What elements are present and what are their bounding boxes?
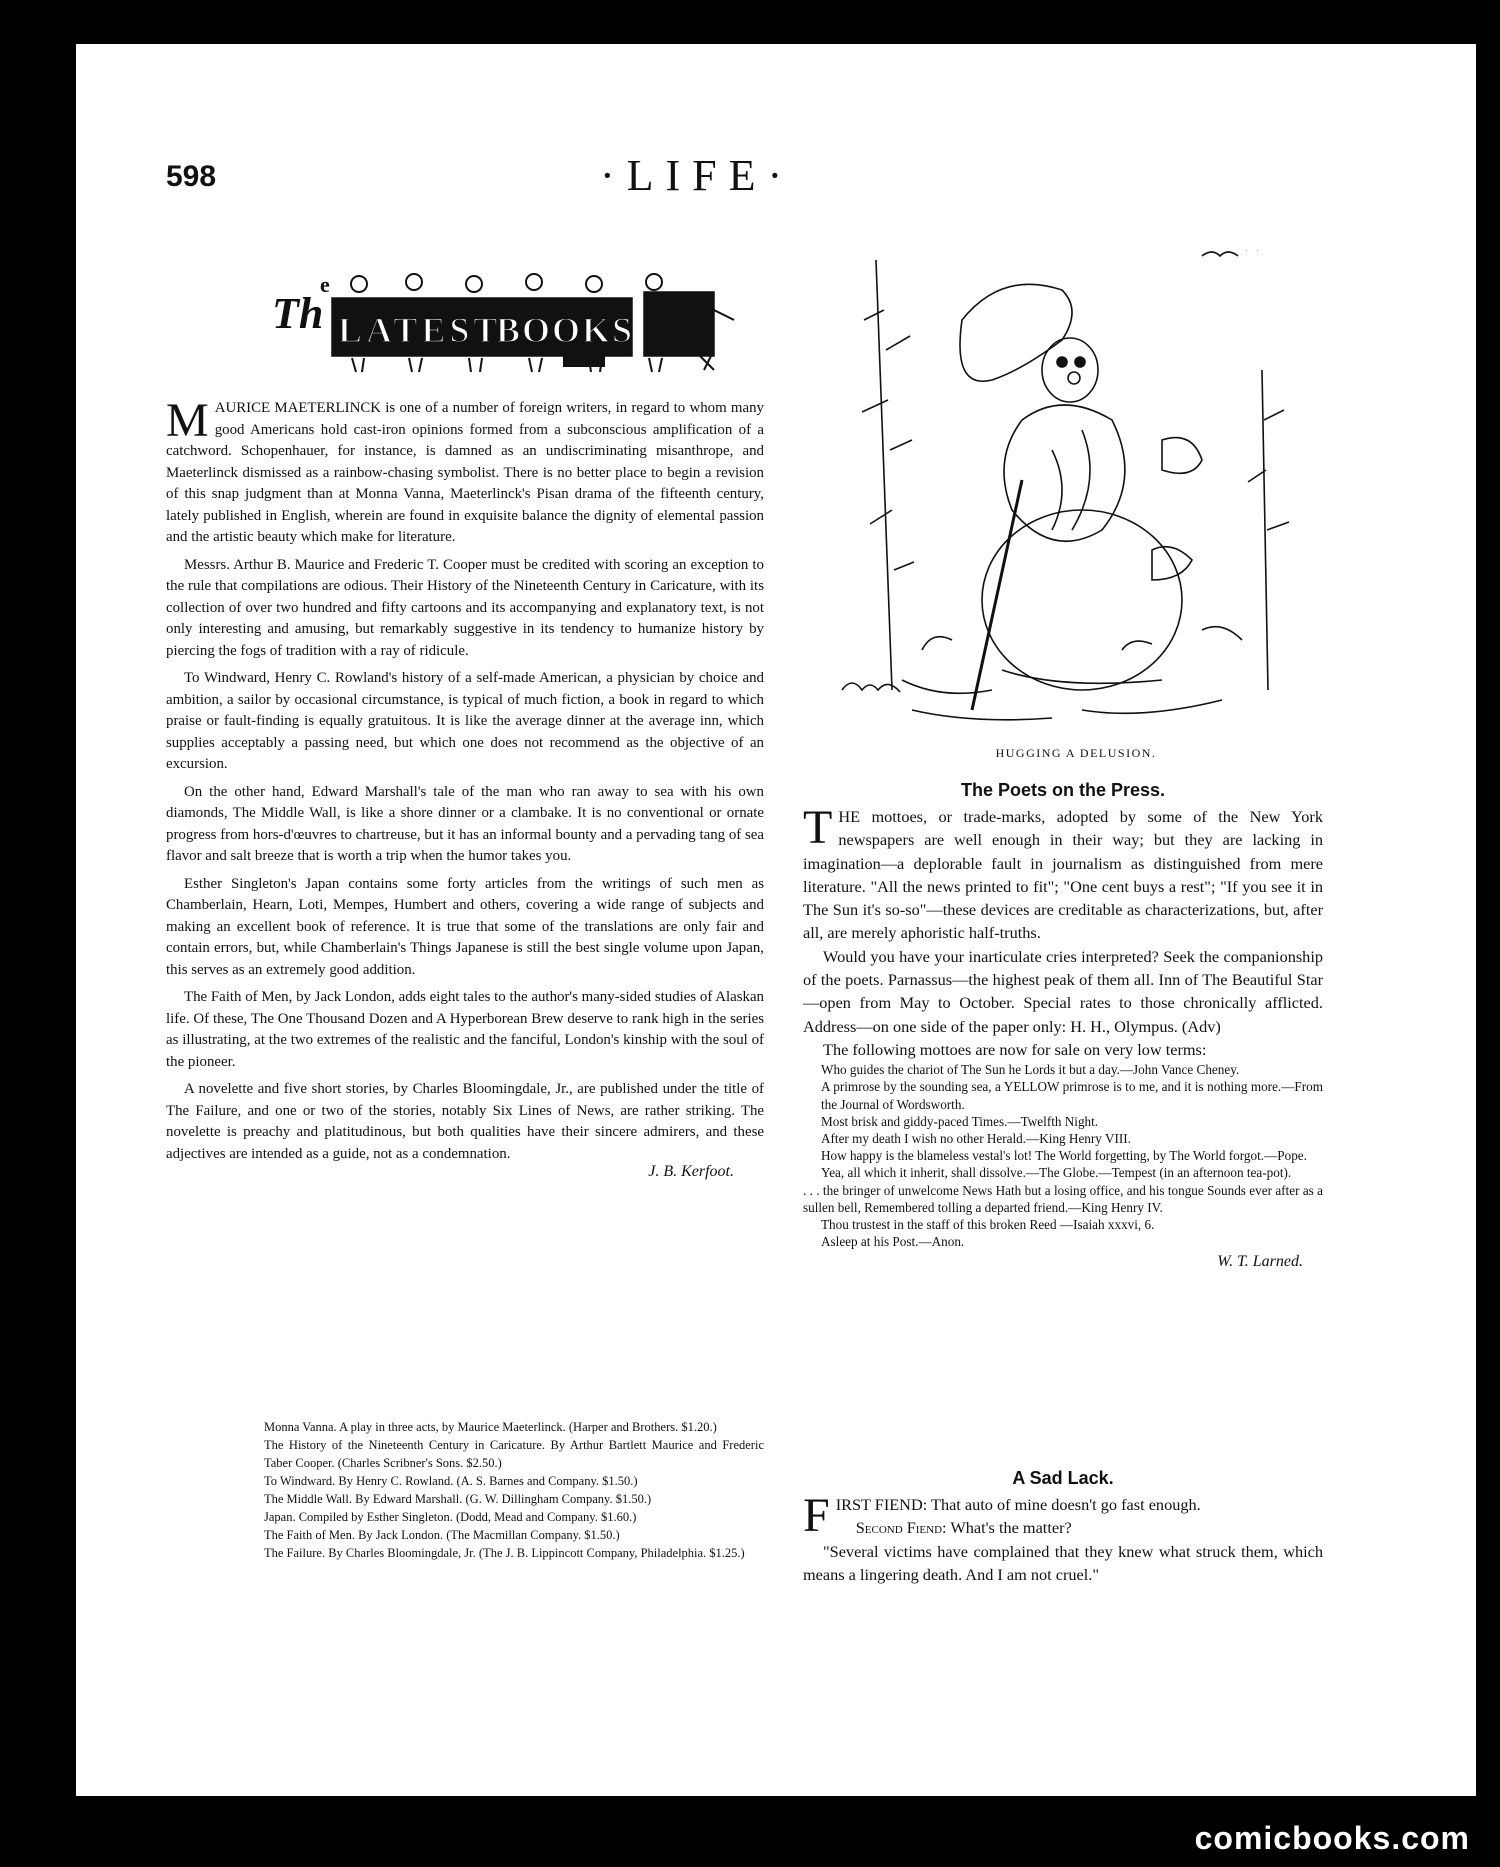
sad-lack-paragraph-2: Second Fiend: What's the matter? (855, 1518, 1072, 1538)
sad-lack-paragraph-1: FIRST FIEND: That auto of mine doesn't go fast enough. (803, 1489, 1201, 1542)
review-paragraph-3: To Windward, Henry C. Rowland's history of a self-made American, a physician by choice and ambition, a sailor by occasional circumstance, is typical of much fiction, a book in regard to which praise or fault-finding is equally gratuitous. It is like the average dinner at the average inn, which supplies acceptably a passing need, but which one does not recommend as the objective of an excursion. (166, 670, 764, 772)
walking-stick (972, 480, 1022, 710)
book-review (166, 394, 764, 1181)
bibliography-entry: The Middle Wall. By Edward Marshall. (G. W. Dillingham Company. $1.50.) (264, 1492, 652, 1506)
motto-item: Yea, all which it inherit, shall dissolve.—The Globe.—Tempest (in an afternoon tea-pot). (821, 1165, 1292, 1181)
man-face (1042, 338, 1098, 402)
bibliography-entry: Monna Vanna. A play in three acts, by Maurice Maeterlinck. (Harper and Brothers. $1.20.) (264, 1420, 717, 1434)
banner-e: e (320, 272, 330, 297)
motto-item: Thou trustest in the staff of this broken Reed —Isaiah xxxvi, 6. (821, 1217, 1155, 1233)
motto-item: Most brisk and giddy-paced Times.—Twelfth Night. (821, 1113, 1099, 1129)
motto-item: How happy is the blameless vestal's lot! The World forgetting, by The World forgot.—Pope. (821, 1148, 1307, 1164)
poets-heading: The Poets on the Press. (960, 780, 1166, 800)
motto-item: A primrose by the sounding sea, a YELLOW primrose is to me, and it is nothing more.—From the Journal of Wordsworth. (821, 1079, 1323, 1112)
review-paragraph-7: A novelette and five short stories, by Charles Bloomingdale, Jr., are published under the title of The Failure, and one or two of the stories, notably Six Lines of News, are rather striking. The novelette is preachy and platitudinous, but both qualities have their sincere admirers, and these adjectives are intended as a guide, not as a condemnation. (166, 1081, 764, 1162)
motto-list (803, 1061, 1323, 1250)
sad-lack-paragraph-3: "Several victims have complained that they knew what struck them, which means a lingering death. And I am not cruel." (803, 1541, 1323, 1584)
bibliography-entry: The Faith of Men. By Jack London. (The Macmillan Company. $1.50.) (264, 1528, 620, 1542)
cornstalk-drawing (876, 260, 892, 690)
cartoon-illustration (822, 250, 1344, 740)
bird-drawing (1202, 252, 1238, 256)
speaker-label: Second Fiend: (855, 1518, 947, 1538)
drop-cap-t: T (803, 801, 833, 854)
review-paragraph-6: The Faith of Men, by Jack London, adds eight tales to the author's many-sided studies of Alaskan life. Of these, The One Thousand Dozen and A Hyperborean Brew deserve to rank high in the series as illustrating, at the two extremes of the realistic and the fanciful, London's kinship with the soul of the pioneer. (166, 989, 764, 1070)
delusion-body (982, 510, 1182, 690)
poets-paragraph-2: Would you have your inarticulate cries interpreted? Seek the companionship of the poets. Parnassus—the highest peak of them all. Inn of The Beautiful Star—open from May to October. Special rates to those chronically afflicted. Address—on one side of the paper only: H. H., Olympus. (Adv) (803, 946, 1323, 1036)
motto-item: After my death I wish no other Herald.—King Henry VIII. (821, 1131, 1131, 1147)
banner-the: Th (272, 289, 324, 338)
bibliography-entry: The Failure. By Charles Bloomingdale, Jr. (The J. B. Lippincott Company, Philadelphia. $1.25.) (264, 1546, 745, 1560)
poets-article (803, 780, 1323, 1271)
motto-item: Asleep at his Post.—Anon. (821, 1234, 965, 1250)
bibliography-entry: Japan. Compiled by Esther Singleton. (Dodd, Mead and Company. $1.60.) (264, 1510, 637, 1524)
review-paragraph-1: MAURICE MAETERLINCK is one of a number of foreign writers, in regard to whom many good Americans hold cast-iron opinions formed from a subconscious amplification of a catchword. Schopenhauer, for instance, is damned as an undiscriminating misanthrope, and Maeterlinck dismissed as a rainbow-chasing symbolist. There is no better place to begin a revision of this snap judgment than at Monna Vanna, Maeterlinck's Pisan drama of the fifteenth century, lately published in English, wherein are found in exquisite balance the dignity of elemental passion and the artistic beauty which make for literature. (166, 394, 764, 545)
latest-books-banner (264, 270, 764, 374)
drop-cap-m: M (166, 394, 209, 447)
poets-paragraph-1: THE mottoes, or trade-marks, adopted by some of the New York newspapers are well enough in their way; but they are lacking in imagination—a deplorable fault in journalism as distinguished from mere literature. "All the news printed to fit"; "One cent buys a rest"; "If you see it in The Sun it's so-so"—these devices are creditable as characterizations, but, after all, are merely aphoristic half-truths. (803, 801, 1323, 943)
watermark: comicbooks.com (1194, 1820, 1470, 1856)
bibliography (246, 1418, 764, 1562)
review-paragraph-5: Esther Singleton's Japan contains some forty articles from the writings of such men as Chamberlain, Hearn, Loti, Mempes, Humbert and others, covering a wide range of subjects and making an excellent book of reference. It is true that some of the translations are only fair and contain errors, but, while Chamberlain's Things Japanese is still the best single volume upon Japan, this serves as an extremely good addition. (166, 875, 764, 978)
sad-lack-article (803, 1468, 1323, 1586)
svg-text:LATEST: LATEST (338, 310, 502, 350)
poets-paragraph-3: The following mottoes are now for sale on very low terms: (823, 1039, 1207, 1059)
review-signature: J. B. Kerfoot. (648, 1163, 734, 1180)
sad-lack-heading: A Sad Lack. (1012, 1468, 1114, 1488)
banner-letters (332, 292, 714, 356)
review-paragraph-2: Messrs. Arthur B. Maurice and Frederic T. Cooper must be credited with scoring an exception to the rule that compilations are odious. Their History of the Nineteenth Century in Caricature, with its collection of over two hundred and fifty cartoons and its accompanying and explanatory text, is not only interesting and amusing, but remarkably suggestive in its tendency to humanize history by piercing the fogs of tradition with a ray of ridicule. (166, 556, 764, 659)
drop-cap-f: F (803, 1489, 830, 1542)
page-number: 598 (166, 160, 217, 193)
cartoon-caption: HUGGING A DELUSION. (995, 746, 1157, 760)
poets-signature: W. T. Larned. (1217, 1252, 1303, 1270)
motto-item: . . . the bringer of unwelcome News Hath but a losing office, and his tongue Sounds ever after as a sullen bell, Remembered tolling a departed friend.—King Henry IV. (803, 1182, 1323, 1215)
running-head: ·LIFE· (600, 151, 795, 200)
bibliography-entry: The History of the Nineteenth Century in Caricature. By Arthur Bartlett Maurice and Frederic Taber Cooper. (Charles Scribner's Sons. $2.50.) (264, 1438, 764, 1470)
bear-head (960, 284, 1072, 381)
boots-drawing (1162, 438, 1202, 474)
motto-item: Who guides the chariot of The Sun he Lords it but a day.—John Vance Cheney. (821, 1062, 1240, 1078)
svg-text:BOOKS: BOOKS (496, 310, 635, 350)
review-paragraph-4: On the other hand, Edward Marshall's tale of the man who ran away to sea with his own diamonds, The Middle Wall, is like a shore dinner or a clambake. It is no conventional or ornate progress from hors-d'œuvres to chartreuse, but it has an informal bounty and a pervading tang of sea flavor and salt breeze that is worth a trip when the humor takes you. (166, 783, 764, 864)
bibliography-entry: To Windward. By Henry C. Rowland. (A. S. Barnes and Company. $1.50.) (264, 1474, 638, 1488)
